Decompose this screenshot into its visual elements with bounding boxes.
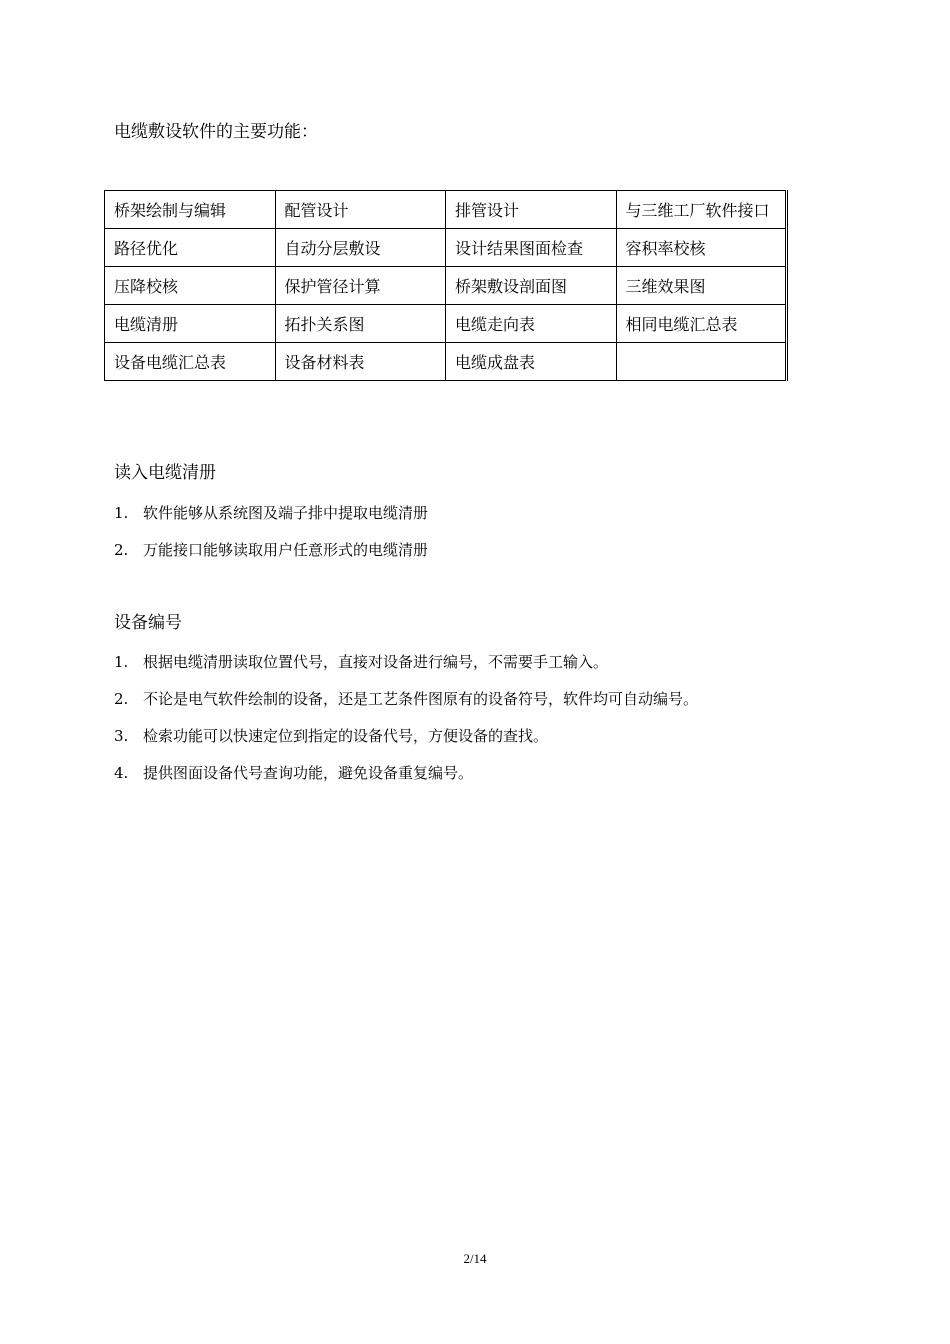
table-cell: 相同电缆汇总表	[616, 305, 787, 343]
table-cell: 桥架绘制与编辑	[105, 191, 276, 229]
table-row	[105, 229, 787, 267]
table-cell: 拓扑关系图	[275, 305, 446, 343]
list-item	[114, 687, 698, 724]
list-item-text: 根据电缆清册读取位置代号，直接对设备进行编号，不需要手工输入。	[143, 653, 609, 671]
table-cell: 三维效果图	[616, 267, 787, 305]
table-cell: 桥架敷设剖面图	[446, 267, 617, 305]
list-item-text: 不论是电气软件绘制的设备，还是工艺条件图原有的设备符号，软件均可自动编号。	[143, 690, 699, 708]
table-cell: 电缆清册	[105, 305, 276, 343]
table-row	[105, 191, 787, 229]
table-cell: 设计结果图面检查	[446, 229, 617, 267]
list-item-text: 软件能够从系统图及端子排中提取电缆清册	[143, 504, 429, 522]
table-cell: 保护管径计算	[275, 267, 446, 305]
table-cell: 与三维工厂软件接口	[616, 191, 787, 229]
list-item	[114, 724, 698, 761]
table-cell: 设备电缆汇总表	[105, 343, 276, 381]
list-item	[114, 761, 698, 798]
list-item-number: 1.	[114, 653, 129, 671]
table-cell: 压降校核	[105, 267, 276, 305]
table-cell: 排管设计	[446, 191, 617, 229]
table-cell: 自动分层敷设	[275, 229, 446, 267]
table-cell	[616, 343, 787, 381]
table-row	[105, 305, 787, 343]
table-cell: 容积率校核	[616, 229, 787, 267]
table-row	[105, 267, 787, 305]
list-item-number: 2.	[114, 541, 129, 559]
table-cell: 电缆成盘表	[446, 343, 617, 381]
list-item-text: 检索功能可以快速定位到指定的设备代号，方便设备的查找。	[143, 727, 549, 745]
table-row	[105, 343, 787, 381]
page-number: 2/14	[463, 1251, 487, 1266]
list-item	[114, 501, 428, 538]
list-item	[114, 538, 428, 575]
list-item-text: 提供图面设备代号查询功能，避免设备重复编号。	[143, 764, 474, 782]
table-cell: 电缆走向表	[446, 305, 617, 343]
list-item-number: 4.	[114, 764, 129, 782]
features-table	[104, 190, 788, 381]
table-cell: 配管设计	[275, 191, 446, 229]
list-item-number: 3.	[114, 727, 129, 745]
list-item-text: 万能接口能够读取用户任意形式的电缆清册	[143, 541, 429, 559]
read-cable-list-items	[114, 501, 428, 575]
list-item-number: 2.	[114, 690, 129, 708]
page-title: 电缆敷设软件的主要功能：	[114, 122, 318, 142]
table-cell: 路径优化	[105, 229, 276, 267]
list-item-number: 1.	[114, 504, 129, 522]
list-item	[114, 650, 698, 687]
section-heading-read-cable-list: 读入电缆清册	[114, 463, 216, 483]
table-cell: 设备材料表	[275, 343, 446, 381]
device-numbering-items	[114, 650, 698, 798]
section-heading-device-numbering: 设备编号	[114, 613, 182, 633]
